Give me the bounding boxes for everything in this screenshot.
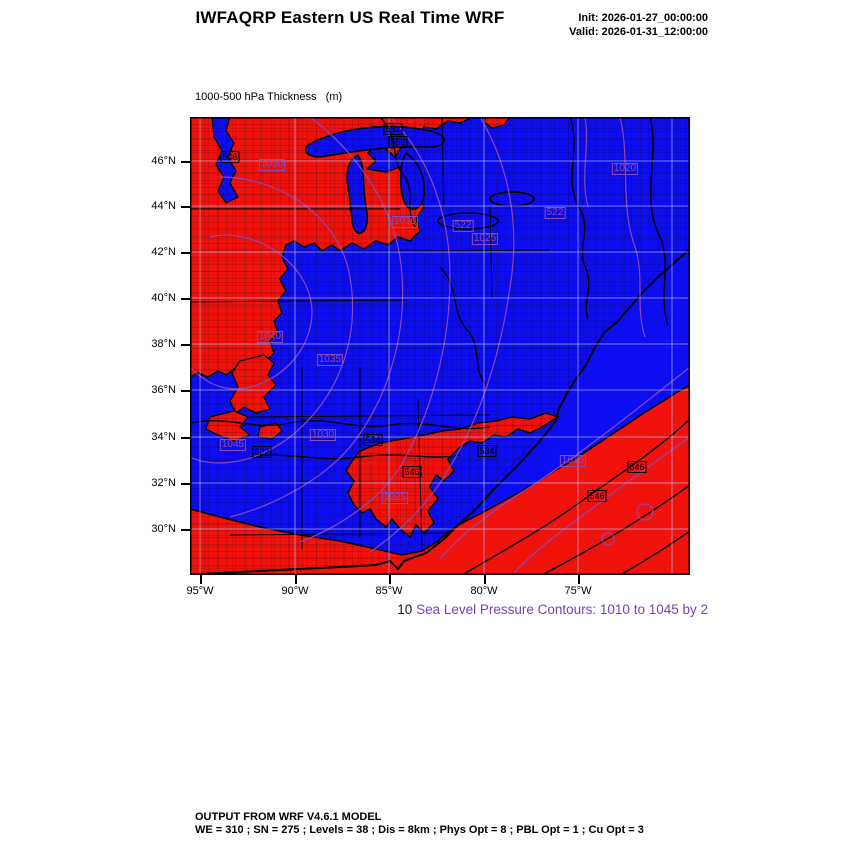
contour-label: 522	[454, 220, 472, 231]
lat-tick	[181, 252, 190, 254]
weather-map	[190, 117, 690, 575]
lat-tick	[181, 390, 190, 392]
lat-tick	[181, 483, 190, 485]
contour-label: 534	[479, 446, 495, 456]
lon-tick-label: 85°W	[375, 585, 403, 597]
caption-prefix: 10	[397, 602, 413, 617]
lon-tick-label: 80°W	[470, 585, 498, 597]
lat-tick-label: 38°N	[151, 338, 176, 350]
caption-text: Sea Level Pressure Contours: 1010 to 1045 by 2	[416, 602, 708, 617]
init-time: Init: 2026-01-27_00:00:00	[578, 12, 708, 24]
lat-tick	[181, 298, 190, 300]
lat-tick-label: 34°N	[151, 431, 176, 443]
model-times	[430, 11, 708, 39]
lat-tick	[181, 161, 190, 163]
contour-label: 534	[365, 435, 381, 445]
valid-time: Valid: 2026-01-31_12:00:00	[569, 26, 708, 38]
contour-label: 522	[546, 207, 564, 218]
contour-label: 1030	[260, 159, 284, 170]
contour-label: 1045	[221, 439, 245, 450]
model-footer	[195, 811, 644, 837]
lat-tick	[181, 529, 190, 531]
contour-label: 546	[222, 152, 238, 162]
lon-tick-label: 90°W	[281, 585, 309, 597]
footer-line-1: OUTPUT FROM WRF V4.6.1 MODEL	[195, 811, 382, 823]
lat-tick-label: 40°N	[151, 292, 176, 304]
lat-tick	[181, 344, 190, 346]
lat-tick-label: 36°N	[151, 384, 176, 396]
lon-tick-label: 95°W	[186, 585, 214, 597]
lon-tick	[484, 575, 486, 584]
footer-line-2: WE = 310 ; SN = 275 ; Levels = 38 ; Dis = 8km ; Phys Opt = 8 ; PBL Opt = 1 ; Cu Opt = 3	[195, 824, 644, 836]
lat-tick-label: 46°N	[151, 155, 176, 167]
lon-tick	[200, 575, 202, 584]
contour-label: 552	[390, 137, 406, 147]
lat-tick	[181, 437, 190, 439]
lat-tick-label: 42°N	[151, 246, 176, 258]
contour-label: 1025	[473, 233, 497, 244]
contour-label: 1015	[561, 455, 585, 466]
page-title: IWFAQRP Eastern US Real Time WRF	[195, 8, 505, 27]
contour-label: 552	[385, 124, 401, 134]
contour-label: 1020	[613, 163, 637, 174]
lon-tick	[578, 575, 580, 584]
lat-tick-label: 44°N	[151, 200, 176, 212]
lat-tick-label: 30°N	[151, 523, 176, 535]
slp-caption	[300, 602, 708, 617]
contour-label: 522	[254, 447, 270, 457]
lon-tick-label: 75°W	[564, 585, 592, 597]
lat-tick	[181, 206, 190, 208]
contour-label: 1025	[383, 492, 407, 503]
contour-label: 1030	[393, 216, 417, 227]
contour-label: 1030	[311, 429, 335, 440]
contour-label: 546	[404, 467, 420, 477]
contour-label: 546	[629, 462, 645, 472]
legend-line-thickness-1: 1000-500 hPa Thickness (m)	[195, 91, 343, 103]
lon-tick	[295, 575, 297, 584]
lat-tick-label: 32°N	[151, 477, 176, 489]
lon-tick	[389, 575, 391, 584]
contour-label: 1040	[258, 331, 282, 342]
map-graphic	[190, 117, 690, 575]
contour-label: 546	[589, 491, 605, 501]
contour-label: 1035	[318, 354, 342, 365]
